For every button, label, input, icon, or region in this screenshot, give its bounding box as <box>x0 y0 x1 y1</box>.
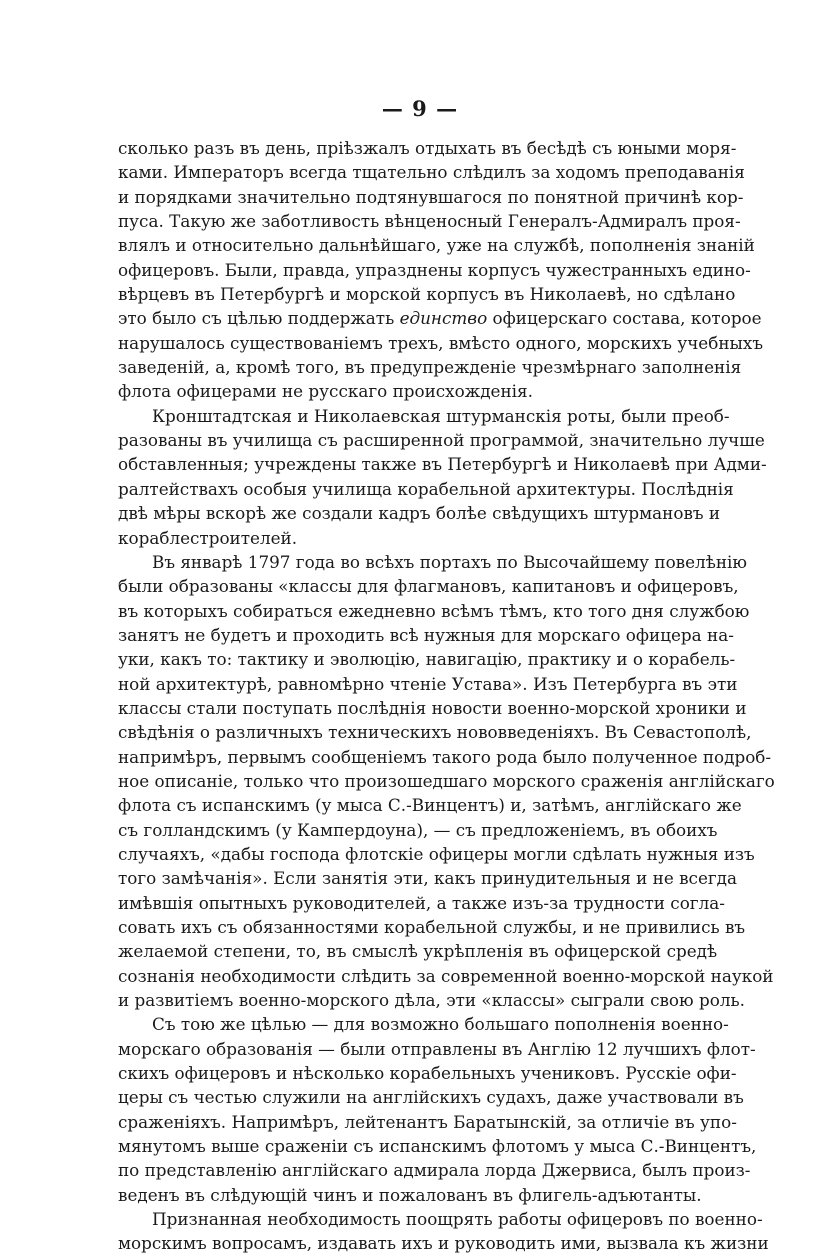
text-line: ралтействахъ особыя училища корабельной архитектуры. Послѣднія <box>118 478 734 499</box>
text-line: флота офицерами не русскаго происхожденія. <box>118 381 533 402</box>
text-line: ками. Императоръ всегда тщательно слѣдилъ за ходомъ преподаванія <box>118 162 745 183</box>
text-line-part: это было съ цѣлью поддержать <box>118 308 400 329</box>
text-line: двѣ мѣры вскорѣ же создали кадръ болѣе свѣдущихъ штурмановъ и <box>118 503 721 524</box>
text-line: классы стали поступать послѣднія новости военно-морской хроники и <box>118 697 747 718</box>
text-line: уки, какъ то: тактику и эволюцію, навигацію, практику и о корабель- <box>118 649 736 670</box>
text-line: нарушалось существованіемъ трехъ, вмѣсто одного, морскихъ учебныхъ <box>118 332 764 353</box>
text-line: Въ январѣ 1797 года во всѣхъ портахъ по Высочайшему повелѣнію <box>152 551 747 572</box>
text-line: имѣвшія опытныхъ руководителей, а также изъ-за трудности согла- <box>118 892 725 913</box>
text-line: желаемой степени, то, въ смыслѣ укрѣпленія въ офицерской средѣ <box>118 941 718 962</box>
text-line: скихъ офицеровъ и нѣсколько корабельныхъ учениковъ. Русскіе офи- <box>118 1063 737 1084</box>
text-line: того замѣчанія». Если занятія эти, какъ принудительныя и не всегда <box>118 868 738 889</box>
text-line: сколько разъ въ день, пріѣзжалъ отдыхать въ бесѣдѣ съ юными моря- <box>118 138 737 158</box>
text-line: ное описаніе, только что произошедшаго морского сраженія англійскаго <box>118 770 775 791</box>
text-line <box>118 306 762 330</box>
text-line: Кронштадтская и Николаевская штурманскія роты, были преоб- <box>152 405 730 426</box>
text-line: въ которыхъ собираться ежедневно всѣмъ тѣмъ, кто того дня службою <box>118 600 750 621</box>
text-line: заведеній, а, кромѣ того, въ предупрежденіе чрезмѣрнаго заполненія <box>118 357 742 378</box>
text-line: влялъ и относительно дальнѣйшаго, уже на службѣ, пополненія знаній <box>118 235 755 256</box>
text-line: съ голландскимъ (у Кампердоуна), — съ предложеніемъ, въ обоихъ <box>118 819 718 840</box>
text-line: морскаго образованія — были отправлены въ Англію 12 лучшихъ флот- <box>118 1038 756 1059</box>
text-line: ной архитектурѣ, равномѣрно чтеніе Устава». Изъ Петербурга въ эти <box>118 673 738 694</box>
text-line: свѣдѣнія о различныхъ техническихъ нововведеніяхъ. Въ Севастополѣ, <box>118 722 752 743</box>
text-line: флота съ испанскимъ (у мыса С.-Винцентъ) и, затѣмъ, англійскаго же <box>118 795 742 816</box>
text-line-part: офицерскаго состава, которое <box>487 308 762 329</box>
text-line: случаяхъ, «дабы господа флотскіе офицеры могли сдѣлать нужныя изъ <box>118 843 755 864</box>
body-text <box>118 136 775 1256</box>
text-line: были образованы «классы для флагмановъ, капитановъ и офицеровъ, <box>118 576 739 597</box>
text-line: обставленныя; учреждены также въ Петербургѣ и Николаевѣ при Адми- <box>118 454 767 475</box>
text-line: церы съ честью служили на англійскихъ судахъ, даже участвовали въ <box>118 1087 744 1108</box>
text-line: и развитіемъ военно-морского дѣла, эти «классы» сыграли свою роль. <box>118 990 745 1011</box>
text-line: сраженіяхъ. Напримѣръ, лейтенантъ Баратынскій, за отличіе въ упо- <box>118 1111 737 1132</box>
text-line: мянутомъ выше сраженіи съ испанскимъ флотомъ у мыса С.-Винцентъ, <box>118 1136 757 1157</box>
page-number: — 9 — <box>381 96 459 121</box>
text-line: Съ тою же цѣлью — для возможно большаго пополненія военно- <box>152 1014 729 1035</box>
text-line: совать ихъ съ обязанностями корабельной службы, и не привились въ <box>118 917 746 937</box>
emphasized-word: единство <box>399 308 488 329</box>
text-line: веденъ въ слѣдующій чинъ и пожалованъ въ флигель-адъютанты. <box>118 1184 702 1205</box>
text-line: разованы въ училища съ расширенной программой, значительно лучше <box>118 430 765 451</box>
text-line: кораблестроителей. <box>118 527 298 548</box>
text-line: пуса. Такую же заботливость вѣнценосный Генералъ-Адмиралъ проя- <box>118 211 741 232</box>
text-line: по представленію англійскаго адмирала лорда Джервиса, былъ произ- <box>118 1160 751 1181</box>
text-line: Признанная необходимость поощрять работы офицеровъ по военно- <box>152 1209 763 1230</box>
text-line: занятъ не будетъ и проходить всѣ нужныя для морскаго офицера на- <box>118 624 734 645</box>
text-line: вѣрцевъ въ Петербургѣ и морской корпусъ въ Николаевѣ, но сдѣлано <box>118 284 736 305</box>
text-line: сознанія необходимости слѣдить за современной военно-морской наукой <box>118 965 774 986</box>
text-line: напримѣръ, первымъ сообщеніемъ такого рода было полученное подроб- <box>118 746 772 767</box>
text-line: морскимъ вопросамъ, издавать ихъ и руководить ими, вызвала къ жизни <box>118 1233 769 1254</box>
text-line: и порядками значительно подтянувшагося по понятной причинѣ кор- <box>118 186 744 207</box>
text-line: офицеровъ. Были, правда, упразднены корпусъ чужестранныхъ едино- <box>118 259 751 280</box>
